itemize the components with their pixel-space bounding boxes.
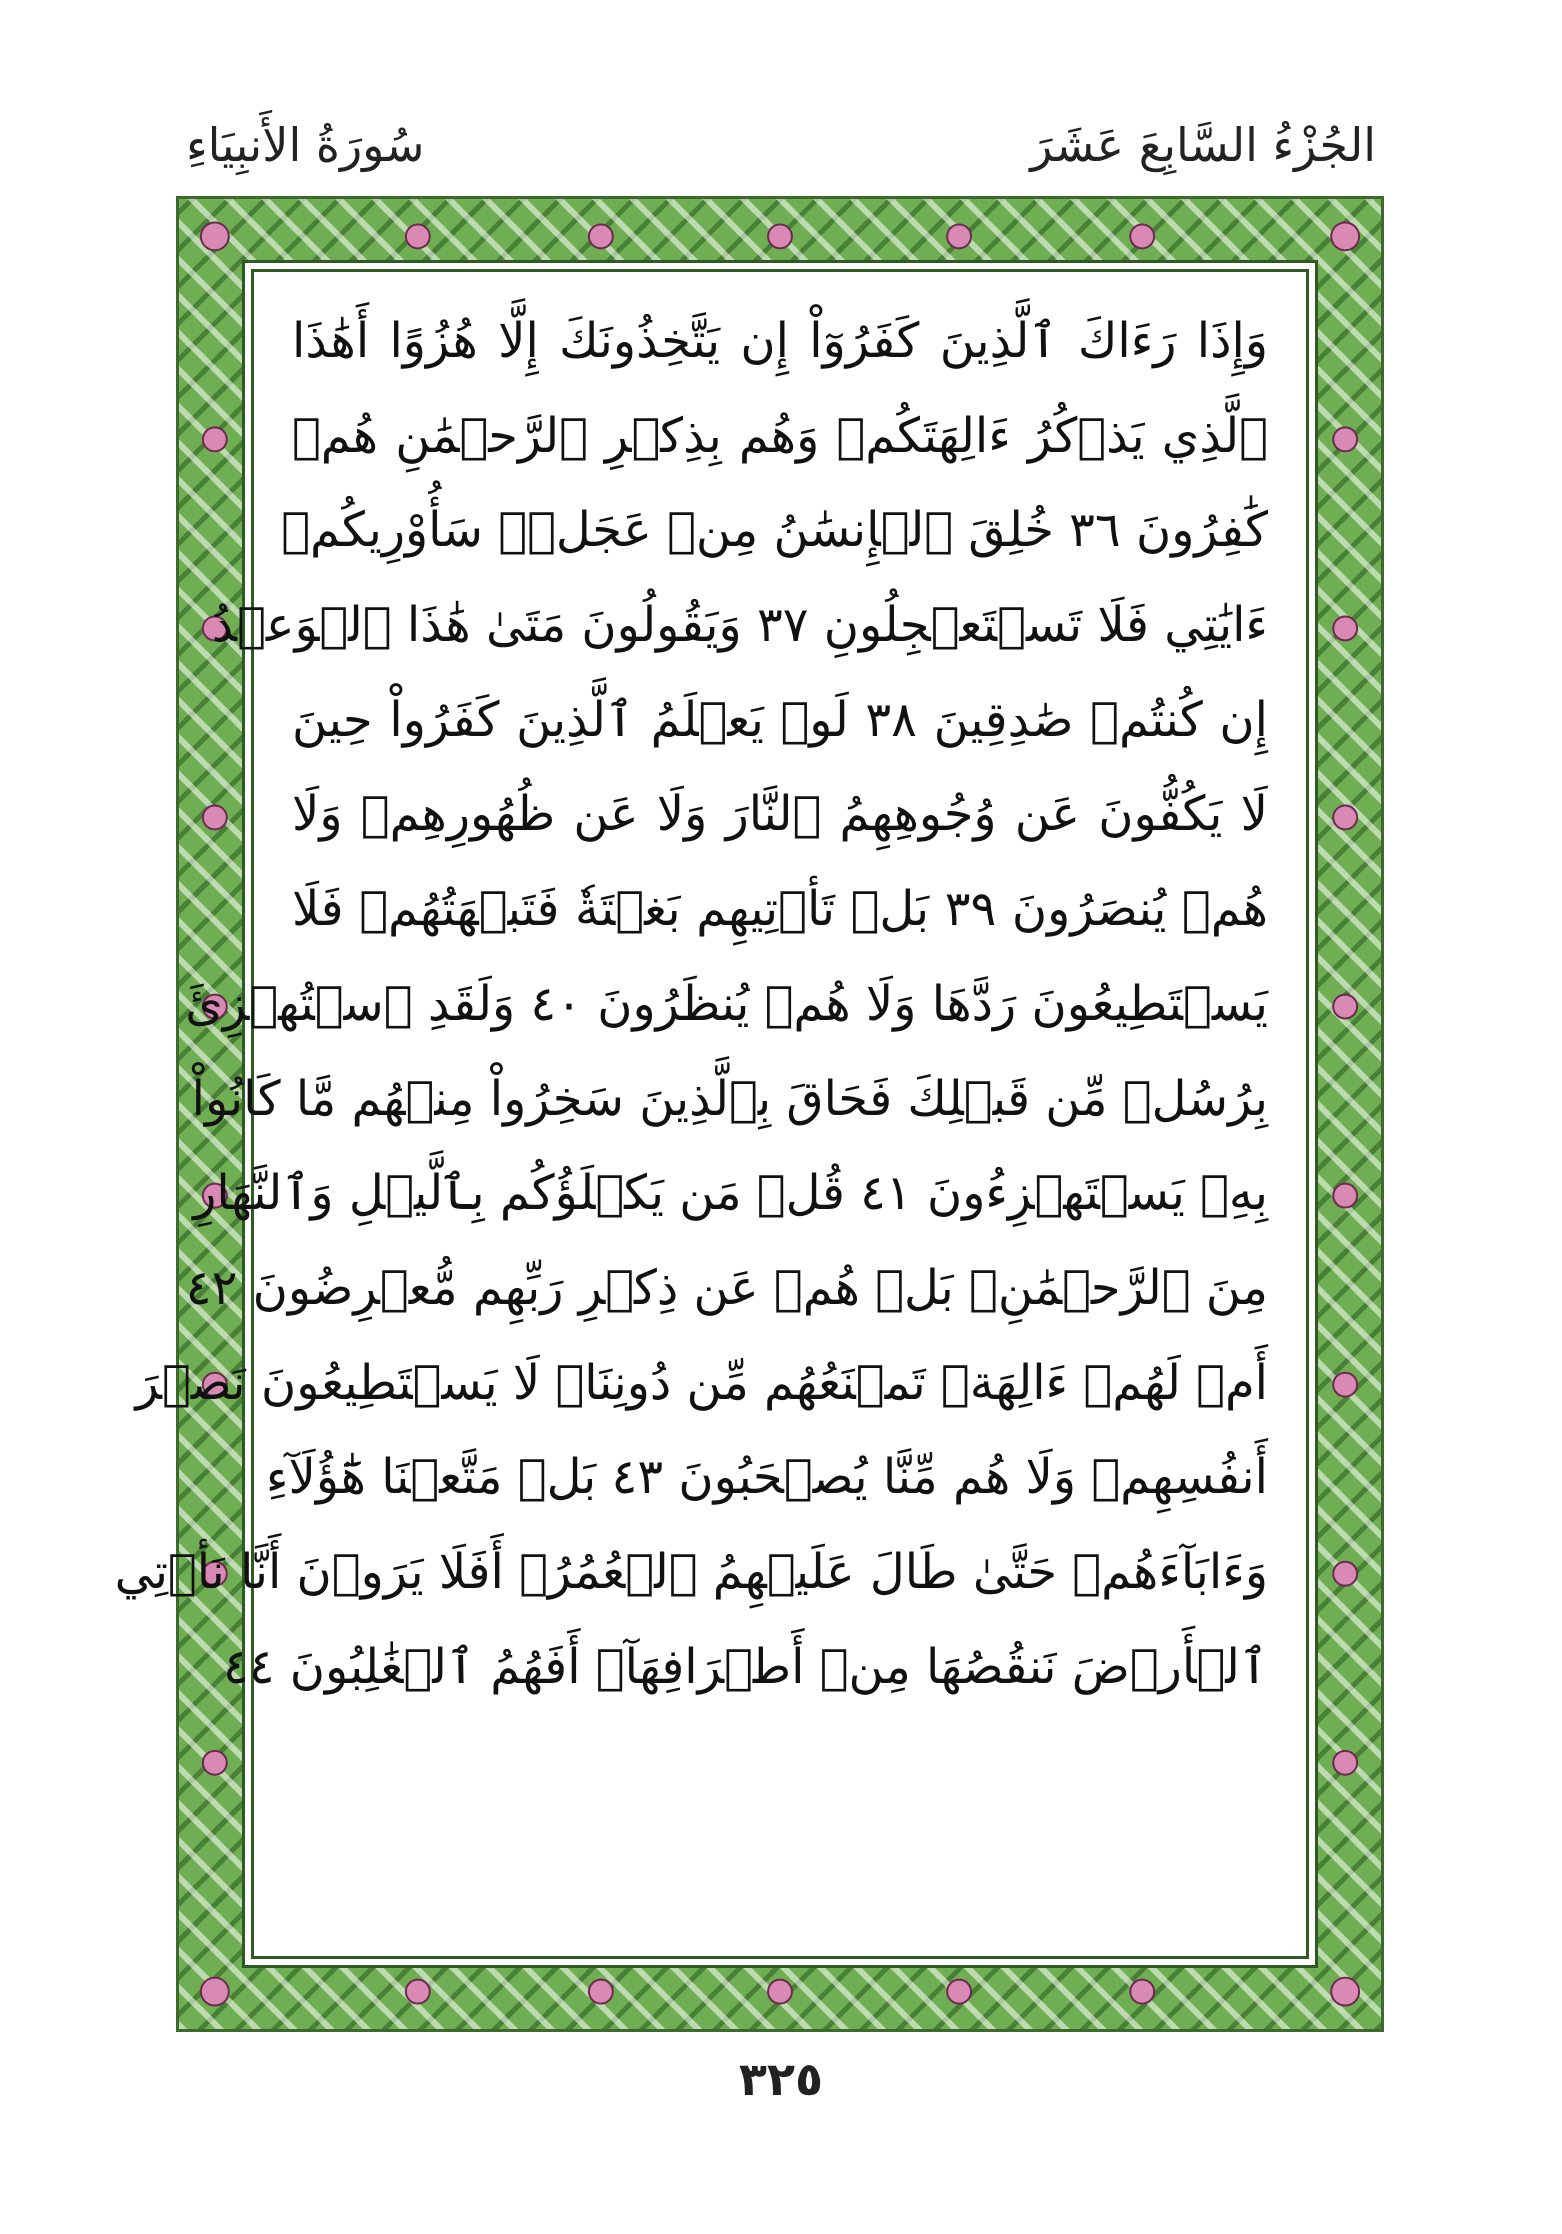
ornament-rosette-icon	[1333, 806, 1357, 830]
text-line-1: وَإِذَا رَءَاكَ ٱلَّذِينَ كَفَرُوٓاْ إِن يَتَّخِذُونَكَ إِلَّا هُزُوًا أَهَٰذَا	[292, 313, 1268, 369]
page-frame	[114, 196, 1384, 2032]
ornament-rosette-icon	[1333, 616, 1357, 640]
ornament-rosette-icon	[589, 1980, 613, 2004]
page-number: ٣٢٥	[738, 2052, 824, 2106]
ornament-rosette-icon	[406, 224, 430, 248]
text-line-6: لَا يَكُفُّونَ عَن وُجُوهِهِمُ ٱلنَّارَ وَلَا عَن ظُهُورِهِمۡ وَلَا	[292, 786, 1268, 843]
ornament-rosette-icon	[1333, 427, 1357, 451]
ornament-rosette-icon	[768, 1980, 792, 2004]
text-line-5: إِن كُنتُمۡ صَٰدِقِينَ ٣٨ لَوۡ يَعۡلَمُ ٱلَّذِينَ كَفَرُواْ حِينَ	[292, 691, 1269, 748]
ornament-rosette-icon	[1130, 1980, 1154, 2004]
text-line-14: وَءَابَآءَهُمۡ حَتَّىٰ طَالَ عَلَيۡهِمُ ٱلۡعُمُرُۗ أَفَلَا يَرَوۡنَ أَنَّا نَأۡتِي	[114, 1543, 1268, 1600]
text-line-8: يَسۡتَطِيعُونَ رَدَّهَا وَلَا هُمۡ يُنظَرُونَ ٤٠ وَلَقَدِ ٱسۡتُهۡزِئَ	[185, 975, 1268, 1032]
text-line-4: ءَايَٰتِي فَلَا تَسۡتَعۡجِلُونِ ٣٧ وَيَقُولُونَ مَتَىٰ هَٰذَا ٱلۡوَعۡدُ	[211, 597, 1268, 654]
ornament-rosette-icon	[947, 224, 971, 248]
text-panel	[114, 269, 1309, 1959]
ornament-rosette-icon	[1333, 1373, 1357, 1397]
verse-text	[114, 294, 1269, 1714]
ornament-rosette-icon	[203, 427, 227, 451]
text-line-15: ٱلۡأَرۡضَ نَنقُصُهَا مِنۡ أَطۡرَافِهَآۚ أَفَهُمُ ٱلۡغَٰلِبُونَ ٤٤	[222, 1638, 1268, 1695]
ornament-rosette-icon	[589, 224, 613, 248]
ornament-rosette-icon	[203, 806, 227, 830]
juz-title: الجُزْءُ السَّابِعَ عَشَرَ	[1030, 118, 1376, 172]
text-line-11: مِنَ ٱلرَّحۡمَٰنِۚ بَلۡ هُمۡ عَن ذِكۡرِ رَبِّهِم مُّعۡرِضُونَ ٤٢	[185, 1259, 1268, 1316]
ornament-rosette-icon	[1331, 222, 1359, 250]
ornament-rosette-icon	[406, 1980, 430, 2004]
ornament-rosette-icon	[947, 1980, 971, 2004]
ornament-rosette-icon	[1130, 224, 1154, 248]
ornament-rosette-icon	[1331, 1978, 1359, 2006]
text-line-3: كَٰفِرُونَ ٣٦ خُلِقَ ٱلۡإِنسَٰنُ مِنۡ عَجَلٖۚ سَأُوْرِيكُمۡ	[281, 502, 1268, 559]
surah-title: سُورَةُ الأَنبِيَاءِ	[186, 118, 425, 172]
ornament-rosette-icon	[203, 1751, 227, 1775]
ornament-rosette-icon	[201, 1978, 229, 2006]
ornament-rosette-icon	[1333, 1184, 1357, 1208]
text-line-10: بِهِۦ يَسۡتَهۡزِءُونَ ٤١ قُلۡ مَن يَكۡلَؤُكُم بِٱلَّيۡلِ وَٱلنَّهَارِ	[193, 1165, 1268, 1222]
ornament-rosette-icon	[1333, 995, 1357, 1019]
text-line-12: أَمۡ لَهُمۡ ءَالِهَةٞ تَمۡنَعُهُم مِّن دُونِنَاۚ لَا يَسۡتَطِيعُونَ نَصۡرَ	[135, 1354, 1268, 1411]
text-line-7: هُمۡ يُنصَرُونَ ٣٩ بَلۡ تَأۡتِيهِم بَغۡتَةٗ فَتَبۡهَتُهُمۡ فَلَا	[292, 881, 1268, 938]
ornament-rosette-icon	[1333, 1751, 1357, 1775]
ornament-rosette-icon	[201, 222, 229, 250]
text-line-9: بِرُسُلٖ مِّن قَبۡلِكَ فَحَاقَ بِٱلَّذِينَ سَخِرُواْ مِنۡهُم مَّا كَانُواْ	[191, 1070, 1268, 1127]
ornament-rosette-icon	[768, 224, 792, 248]
ornament-rosette-icon	[1333, 1562, 1357, 1586]
text-line-2: ٱلَّذِي يَذۡكُرُ ءَالِهَتَكُمۡ وَهُم بِذِكۡرِ ٱلرَّحۡمَٰنِ هُمۡ	[292, 407, 1268, 464]
text-line-13: أَنفُسِهِمۡ وَلَا هُم مِّنَّا يُصۡحَبُونَ ٤٣ بَلۡ مَتَّعۡنَا هَٰٓؤُلَآءِ	[265, 1449, 1268, 1506]
